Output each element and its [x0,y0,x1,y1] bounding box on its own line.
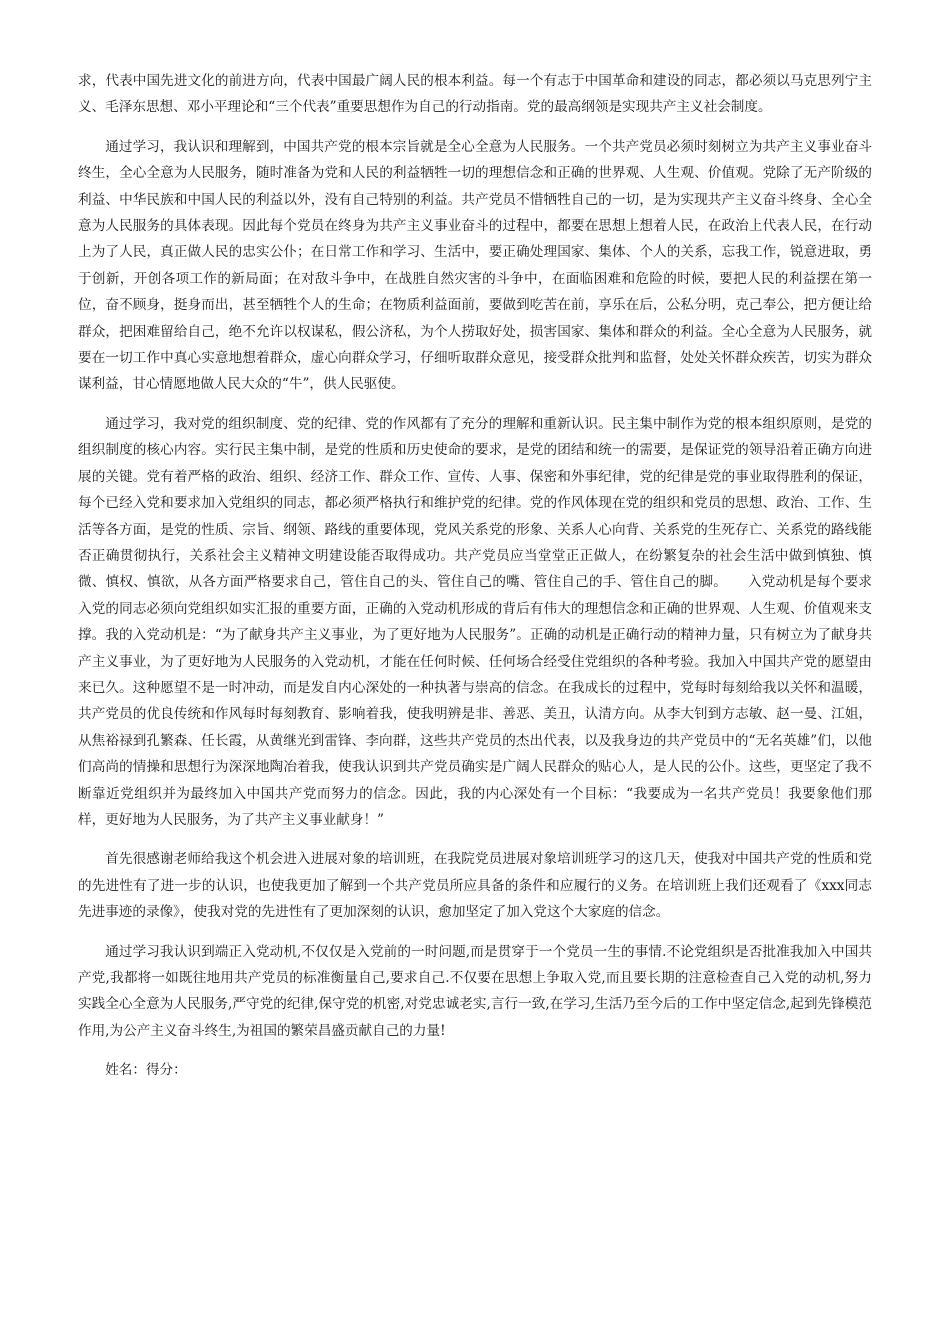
document-page [78,68,872,1097]
paragraph-1: 求，代表中国先进文化的前进方向，代表中国最广阔人民的根本利益。每一个有志于中国革命和建设的同志，都必须以马克思列宁主义、毛泽东思想、邓小平理论和“三个代表”重要思想作为自己的行动指南。党的最高纲领是实现共产主义社会制度。 [78,73,872,116]
paragraph-2: 通过学习，我认识和理解到，中国共产党的根本宗旨就是全心全意为人民服务。一个共产党员必须时刻树立为共产主义事业奋斗终生，全心全意为人民服务，随时准备为党和人民的利益牺牲一切的理想信念和正确的世界观、人生观、价值观。党除了无产阶级的利益、中华民族和中国人民的利益以外，没有自己特别的利益。共产党员不惜牺牲自己的一切，是为实现共产主义奋斗终身、全心全意为人民服务的具体表现。因此每个党员在终身为共产主义事业奋斗的过程中，都要在思想上想着人民，在政治上代表人民，在行动上为了人民，真正做人民的忠实公仆；在日常工作和学习、生活中，要正确处理国家、集体、个人的关系，忘我工作，锐意进取，勇于创新，开创各项工作的新局面；在对敌斗争中，在战胜自然灾害的斗争中，在面临困难和危险的时候，要把人民的利益摆在第一位，奋不顾身，挺身而出，甚至牺牲个人的生命；在物质利益面前，要做到吃苦在前，享乐在后，公私分明，克己奉公，把方便让给群众，把困难留给自己，绝不允许以权谋私，假公济私，为个人捞取好处，损害国家、集体和群众的利益。全心全意为人民服务，就要在一切工作中真心实意地想着群众，虚心向群众学习，仔细听取群众意见，接受群众批判和监督，处处关怀群众疾苦，切实为群众谋利益，甘心情愿地做人民大众的“牛”，供人民驱使。 [78,138,872,393]
paragraph-5: 通过学习我认识到端正入党动机,不仅仅是入党前的一时问题,而是贯穿于一个党员一生的事情.不论党组织是否批准我加入中国共产党,我都将一如既往地用共产党员的标准衡量自己,要求自己.不仅要在思想上争取入党,而且要长期的注意检查自己入党的动机,努力实践全心全意为人民服务,严守党的纪律,保守党的机密,对党忠诚老实,言行一致,在学习,生活乃至今后的工作中坚定信念,起到先锋模范作用,为公产主义奋斗终生,为祖国的繁荣昌盛贡献自己的力量! [78,943,872,1039]
paragraph-3: 通过学习，我对党的组织制度、党的纪律、党的作风都有了充分的理解和重新认识。民主集中制作为党的根本组织原则，是党的组织制度的核心内容。实行民主集中制，是党的性质和历史使命的要求，是党的团结和统一的需要，是保证党的领导沿着正确方向进展的关键。党有着严格的政治、组织、经济工作、群众工作、宣传、人事、保密和外事纪律，党的纪律是党的事业取得胜利的保证，每个已经入党和要求加入党组织的同志，都必须严格执行和维护党的纪律。党的作风体现在党的组织和党员的思想、政治、工作、生活等各方面，是党的性质、宗旨、纲领、路线的重要体现，党风关系党的形象、关系人心向背、关系党的生死存亡、关系党的路线能否正确贯彻执行，关系社会主义精神文明建设能否取得成功。共产党员应当堂堂正正做人，在纷繁复杂的社会生活中做到慎独、慎微、慎权、慎欲，从各方面严格要求自己，管住自己的头、管住自己的嘴、管住自己的手、管住自己的脚。 入党动机是每个要求入党的同志必须向党组织如实汇报的重要方面，正确的入党动机形成的背后有伟大的理想信念和正确的世界观、人生观、价值观来支撑。我的入党动机是：“为了献身共产主义事业，为了更好地为人民服务”。正确的动机是正确行动的精神力量，只有树立为了献身共产主义事业，为了更好地为人民服务的入党动机，才能在任何时候、任何场合经受住党组织的各种考验。我加入中国共产党的愿望由来已久。这种愿望不是一时冲动，而是发自内心深处的一种执著与崇高的信念。在我成长的过程中，党每时每刻给我以关怀和温暖，共产党员的优良传统和作风每时每刻教育、影响着我，使我明辨是非、善恶、美丑，认清方向。从李大钊到方志敏、赵一曼、江姐，从焦裕禄到孔繁森、任长霞，从黄继光到雷锋、李向群，这些共产党员的杰出代表，以及我身边的共产党员中的“无名英雄”们，以他们高尚的情操和思想行为深深地陶冶着我，使我认识到共产党员确实是广阔人民群众的贴心人，是人民的公仆。这些，更坚定了我不断靠近党组织并为最终加入中国共产党而努力的信念。因此，我的内心深处有一个目标：“我要成为一名共产党员！我要象他们那样，更好地为人民服务，为了共产主义事业献身！” [78,415,872,828]
signature-line: 姓名：得分： [105,1062,187,1079]
paragraph-4: 首先很感谢老师给我这个机会进入进展对象的培训班，在我院党员进展对象培训班学习的这几天，使我对中国共产党的性质和党的先进性有了进一步的认识，也使我更加了解到一个共产党员所应具备的条件和应履行的义务。在培训班上我们还观看了《xxx同志先进事迹的录像》，使我对党的先进性有了更加深刻的认识，愈加坚定了加入党这个大家庭的信念。 [78,851,872,921]
